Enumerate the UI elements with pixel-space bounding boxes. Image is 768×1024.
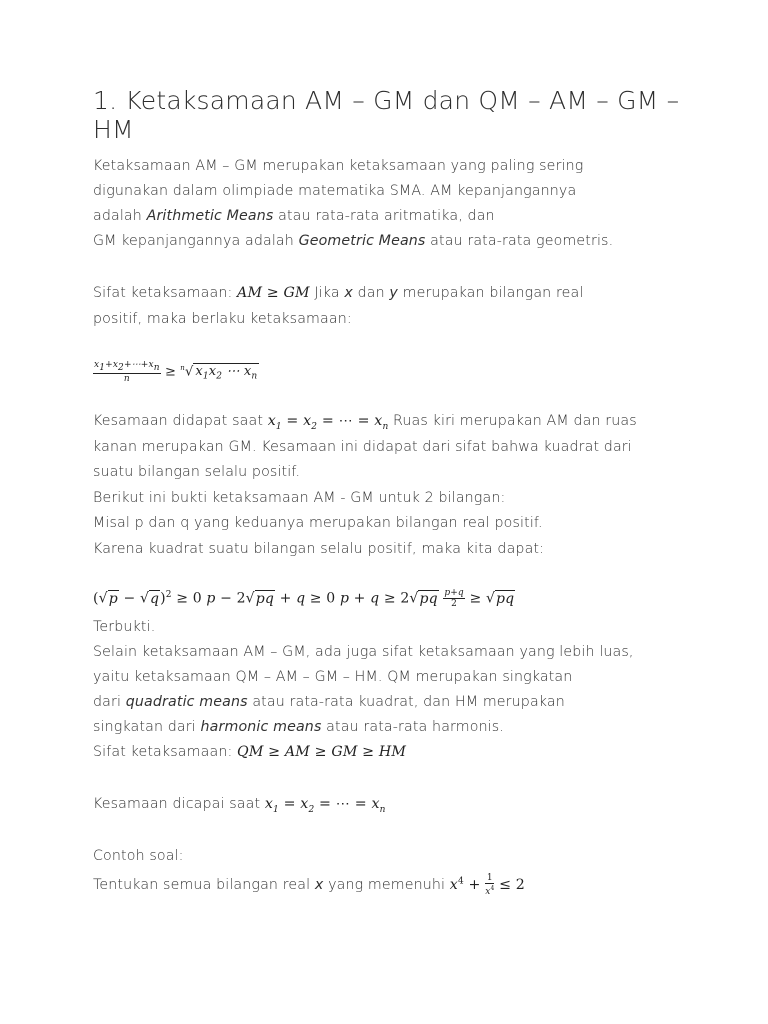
text-line: Tentukan semua bilangan real x yang memenuhi $x^4$ + $\frac{1}{x^4}$ ≤ 2 <box>93 873 525 897</box>
math-equality-condition-2: $x_1 = x_2$ = ⋯ = $x_n$ <box>264 796 386 815</box>
text-line: adalah Arithmetic Means atau rata-rata aritmatika, dan <box>93 208 495 224</box>
text-line: GM kepanjangannya adalah Geometric Means atau rata-rata geometris. <box>93 233 614 249</box>
math-am-ge-gm: AM ≥ GM <box>237 285 310 301</box>
text-line: Kesamaan didapat saat $x_1 = x_2$ = ⋯ = $x_n$ Ruas kiri merupakan AM dan ruas <box>93 413 637 432</box>
page-title: 1. Ketaksamaan AM – GM dan QM – AM – GM – HM <box>93 86 680 144</box>
text-line: Selain ketaksamaan AM – GM, ada juga sifat ketaksamaan yang lebih luas, <box>93 644 634 660</box>
text-line: kanan merupakan GM. Kesamaan ini didapat dari sifat bahwa kuadrat dari <box>93 439 632 455</box>
text-line: suatu bilangan selalu positif. <box>93 464 301 480</box>
text-line: positif, maka berlaku ketaksamaan: <box>93 311 352 327</box>
text-line: digunakan dalam olimpiade matematika SMA. AM kepanjangannya <box>93 183 577 199</box>
text-line: Karena kuadrat suatu bilangan selalu positif, maka kita dapat: <box>93 541 545 557</box>
math-proof: $(√p - √q)^2 \ge 0$ p − 2√pq + q ≥ 0 p + q ≥ 2√pq $\frac{p+q}{2}$ ≥ √pq <box>93 588 515 609</box>
text-line: Ketaksamaan AM – GM merupakan ketaksamaan yang paling sering <box>93 158 584 174</box>
text-line: Sifat ketaksamaan: QM ≥ AM ≥ GM ≥ HM <box>93 744 407 760</box>
text-line: singkatan dari harmonic means atau rata-rata harmonis. <box>93 719 505 735</box>
text-line: Terbukti. <box>93 619 156 635</box>
math-am-gm-inequality: $\frac{x_1+x_2+\cdots+x_n}{n}$ ≥ $^n$√ $x_1x_2$ ⋯ $x_n$ <box>94 360 258 384</box>
text-line: dari quadratic means atau rata-rata kuadrat, dan HM merupakan <box>93 694 565 710</box>
math-problem-inequality: $x^4$ + $\frac{1}{x^4}$ ≤ 2 <box>449 873 525 897</box>
text-line: Contoh soal: <box>93 848 184 864</box>
text-line: yaitu ketaksamaan QM – AM – GM – HM. QM merupakan singkatan <box>93 669 573 685</box>
text-line: Kesamaan dicapai saat $x_1 = x_2$ = ⋯ = $x_n$ <box>93 796 386 815</box>
text-line: Misal p dan q yang keduanya merupakan bilangan real positif. <box>93 515 543 531</box>
math-equality-condition: $x_1 = x_2$ = ⋯ = $x_n$ <box>267 413 389 432</box>
text-line: Berikut ini bukti ketaksamaan AM - GM untuk 2 bilangan: <box>93 490 506 506</box>
math-qm-am-gm-hm: QM ≥ AM ≥ GM ≥ HM <box>237 744 407 760</box>
text-line: Sifat ketaksamaan: AM ≥ GM Jika x dan y merupakan bilangan real <box>93 285 584 301</box>
